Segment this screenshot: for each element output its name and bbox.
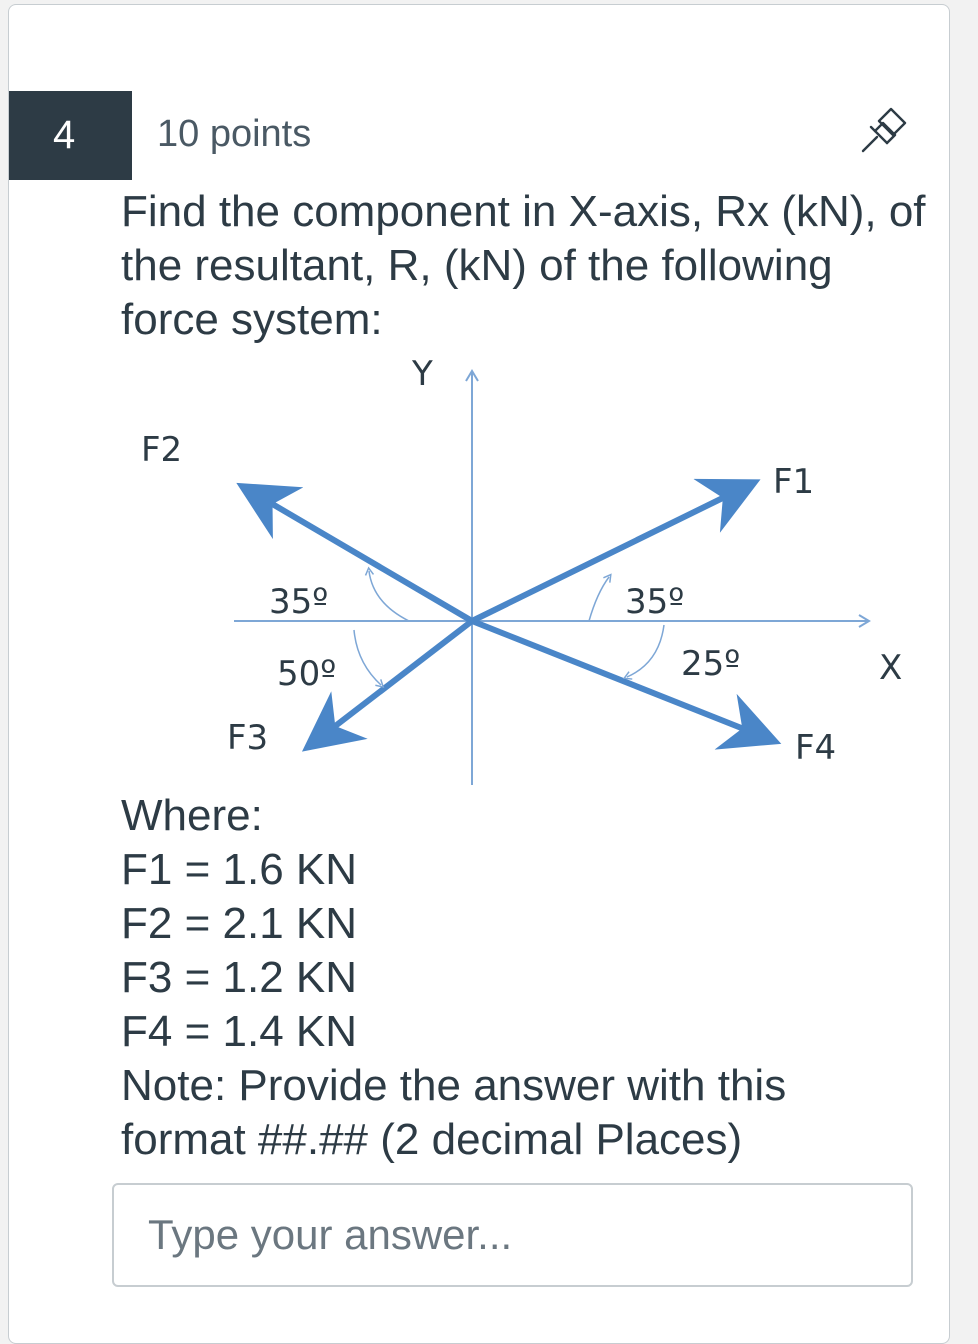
angle-f1-label: 35º <box>625 582 685 622</box>
question-card <box>8 4 950 1344</box>
answer-input[interactable] <box>112 1183 913 1287</box>
angle-f3-label: 50º <box>277 654 337 694</box>
note-line-1: Note: Provide the answer with this <box>121 1061 787 1110</box>
question-number: 4 <box>9 91 132 180</box>
y-axis-label: Y <box>412 354 433 394</box>
force-values <box>121 789 931 1167</box>
where-label: Where: <box>121 791 263 840</box>
pin-icon[interactable] <box>857 105 909 157</box>
force-f3-arrow <box>321 621 472 737</box>
angle-f4-label: 25º <box>681 644 741 684</box>
force-f1-label: F1 <box>773 462 815 502</box>
value-f3: F3 = 1.2 KN <box>121 953 358 1002</box>
x-axis-label: X <box>879 648 903 688</box>
force-f2-label: F2 <box>141 430 183 470</box>
value-f1: F1 = 1.6 KN <box>121 845 358 894</box>
value-f2: F2 = 2.1 KN <box>121 899 358 948</box>
angle-arc-f4 <box>627 625 664 677</box>
angle-arc-f3 <box>354 630 381 685</box>
force-f1-arrow <box>472 490 739 621</box>
force-diagram <box>119 345 919 795</box>
value-f4: F4 = 1.4 KN <box>121 1007 358 1056</box>
force-f3-label: F3 <box>227 718 269 758</box>
force-f4-label: F4 <box>795 728 837 768</box>
question-points: 10 points <box>157 113 312 155</box>
angle-f2-label: 35º <box>269 582 329 622</box>
angle-arc-f1 <box>589 577 609 621</box>
question-prompt: Find the component in X-axis, Rx (kN), of the resultant, R, (kN) of the following force system: <box>121 187 926 344</box>
note-line-2: format ##.## (2 decimal Places) <box>121 1115 743 1164</box>
